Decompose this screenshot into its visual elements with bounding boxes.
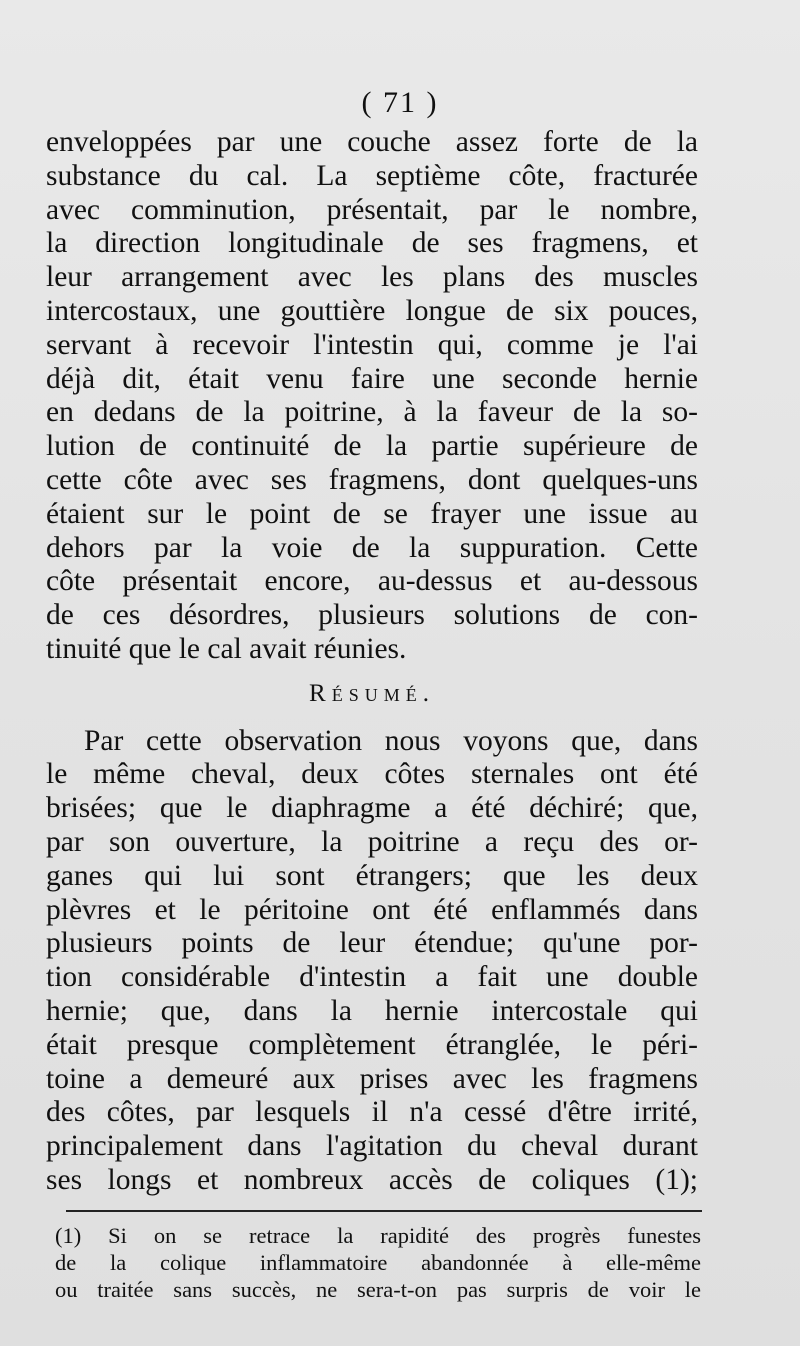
text-line: côte présentait encore, au-dessus et au-dessous	[46, 565, 698, 598]
text-line: déjà dit, était venu faire une seconde hernie	[46, 362, 698, 395]
footnote-divider	[66, 1210, 702, 1212]
text-line: toine a demeuré aux prises avec les fragmens	[46, 1062, 698, 1095]
text-line: tinuité que le cal avait réunies.	[46, 632, 407, 665]
text-line: intercostaux, une gouttière longue de six pouces,	[46, 294, 698, 327]
text-line: étaient sur le point de se frayer une issue au	[46, 497, 698, 530]
text-line: lution de continuité de la partie supérieure de	[46, 430, 698, 463]
footnote-line: (1) Si on se retrace la rapidité des progrès funestes	[55, 1223, 701, 1248]
text-line: de ces désordres, plusieurs solutions de con-	[46, 599, 698, 632]
text-line: par son ouverture, la poitrine a reçu des or-	[46, 825, 698, 858]
text-line: hernie; que, dans la hernie intercostale qui	[46, 994, 698, 1027]
text-line: plèvres et le péritoine ont été enflammés dans	[46, 893, 698, 926]
text-line: leur arrangement avec les plans des muscles	[46, 261, 698, 294]
text-line: la direction longitudinale de ses fragmens, et	[46, 227, 698, 260]
text-line: dehors par la voie de la suppuration. Cette	[46, 531, 698, 564]
text-line: des côtes, par lesquels il n'a cessé d'être irrité,	[46, 1096, 698, 1129]
page-number: ( 71 )	[361, 86, 439, 119]
text-line: ganes qui lui sont étrangers; que les deux	[46, 859, 698, 892]
footnote-line: ou traitée sans succès, ne sera-t-on pas surpris de voir le	[55, 1277, 701, 1302]
body-text	[46, 126, 698, 1198]
paragraph-1	[46, 126, 698, 667]
section-heading: Résumé.	[309, 679, 435, 707]
text-line: brisées; que le diaphragme a été déchiré; que,	[46, 792, 698, 825]
text-line: Par cette observation nous voyons que, dans	[84, 724, 698, 757]
footnote	[55, 1222, 701, 1303]
text-line: tion considérable d'intestin a fait une double	[46, 961, 698, 994]
text-line: ses longs et nombreux accès de coliques (1);	[46, 1163, 698, 1196]
paragraph-2	[46, 725, 698, 1198]
text-line: le même cheval, deux côtes sternales ont été	[46, 758, 698, 791]
text-line: avec comminution, présentait, par le nombre,	[46, 193, 698, 226]
text-line: était presque complètement étranglée, le péri-	[46, 1028, 698, 1061]
text-line: plusieurs points de leur étendue; qu'une por-	[46, 927, 698, 960]
text-line: servant à recevoir l'intestin qui, comme je l'ai	[46, 328, 698, 361]
text-line: cette côte avec ses fragmens, dont quelques-uns	[46, 463, 698, 496]
text-line: enveloppées par une couche assez forte de la	[46, 126, 698, 158]
footnote-line: de la colique inflammatoire abandonnée à elle-même	[55, 1250, 701, 1275]
text-line: substance du cal. La septième côte, fracturée	[46, 159, 698, 192]
text-line: principalement dans l'agitation du cheval durant	[46, 1130, 698, 1163]
text-line: en dedans de la poitrine, à la faveur de la so-	[46, 396, 698, 429]
